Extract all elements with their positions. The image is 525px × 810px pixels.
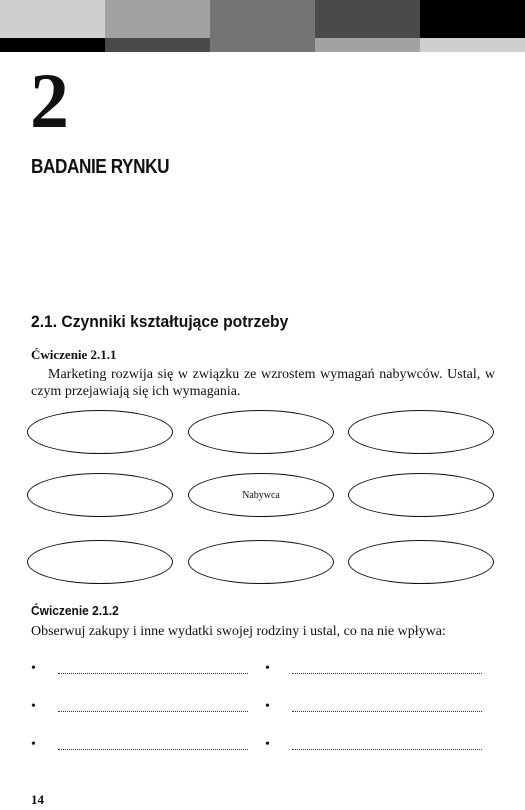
answer-oval[interactable] <box>188 540 334 584</box>
band-swatch <box>105 38 210 52</box>
chapter-title: BADANIE RYNKU <box>31 156 170 178</box>
dotted-line <box>292 673 482 674</box>
section-heading: 2.1. Czynniki kształtujące potrzeby <box>31 312 289 331</box>
bullet: • <box>31 661 36 676</box>
exercise-1-title: Ćwiczenie 2.1.1 <box>31 347 117 362</box>
oval-diagram <box>27 410 495 584</box>
dotted-line <box>58 673 248 674</box>
answer-oval[interactable] <box>27 410 173 454</box>
dotted-line <box>292 749 482 750</box>
bullet: • <box>265 661 270 676</box>
answer-oval[interactable] <box>27 473 173 517</box>
bullet: • <box>31 699 36 714</box>
page-number: 14 <box>31 792 44 807</box>
dotted-line <box>58 711 248 712</box>
answer-oval[interactable] <box>348 473 494 517</box>
exercise-1-text: Marketing rozwija się w związku ze wzrostem wymagań nabywców. Ustal, w czym przejawiają się ich wymagania. <box>31 367 495 399</box>
answer-oval[interactable] <box>188 410 334 454</box>
answer-line[interactable] <box>31 698 251 718</box>
answer-line[interactable] <box>31 736 251 756</box>
exercise-2-text: Obserwuj zakupy i inne wydatki swojej rodziny i ustal, co na nie wpływa: <box>31 624 446 639</box>
bullet: • <box>31 737 36 752</box>
exercise-2-title: Ćwiczenie 2.1.2 <box>31 603 119 618</box>
band-swatch <box>210 38 315 52</box>
answer-line[interactable] <box>265 736 485 756</box>
answer-oval[interactable] <box>27 540 173 584</box>
chapter-number: 2 <box>30 57 69 144</box>
band-swatch <box>105 0 210 38</box>
header-band-top <box>0 0 525 38</box>
answer-line[interactable] <box>31 660 251 680</box>
bullet: • <box>265 737 270 752</box>
answer-line[interactable] <box>265 660 485 680</box>
band-swatch <box>315 0 420 38</box>
dotted-line <box>58 749 248 750</box>
answer-oval[interactable] <box>348 540 494 584</box>
band-swatch <box>0 38 105 52</box>
band-swatch <box>420 0 525 38</box>
dotted-line <box>292 711 482 712</box>
center-oval <box>188 473 334 517</box>
band-swatch <box>0 0 105 38</box>
band-swatch <box>210 0 315 38</box>
header-band-bottom <box>0 38 525 52</box>
center-oval-label: Nabywca <box>242 489 280 501</box>
band-swatch <box>420 38 525 52</box>
band-swatch <box>315 38 420 52</box>
answer-line[interactable] <box>265 698 485 718</box>
bullet: • <box>265 699 270 714</box>
answer-oval[interactable] <box>348 410 494 454</box>
